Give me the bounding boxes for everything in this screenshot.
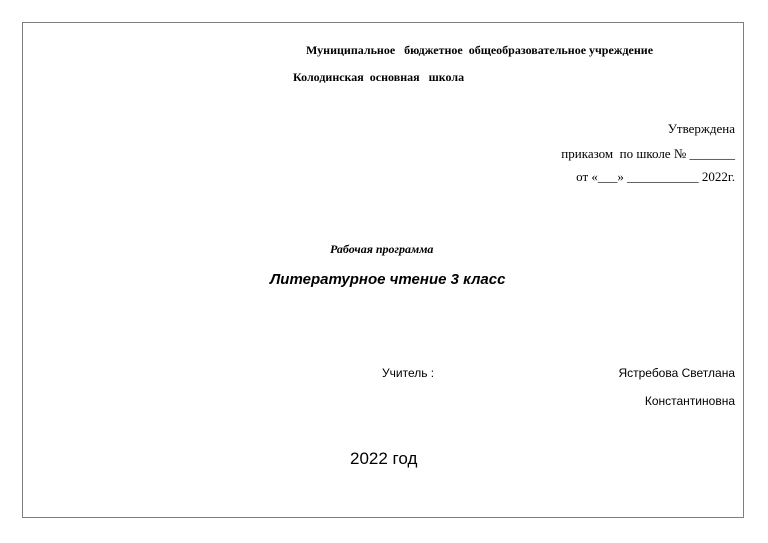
approval-date: от «___» ___________ 2022г. [576, 169, 735, 184]
program-label: Рабочая программа [330, 242, 434, 256]
page-frame [22, 22, 744, 518]
institution-name-line1: Муниципальное бюджетное общеобразовательное учреждение [306, 43, 654, 57]
teacher-label: Учитель : [382, 366, 435, 380]
approval-order: приказом по школе № _______ [561, 146, 735, 161]
program-subject: Литературное чтение 3 класс [270, 271, 506, 288]
institution-name-line2: Колодинская основная школа [293, 70, 465, 84]
document-year: 2022 год [350, 449, 418, 468]
teacher-name-line1: Ястребова Светлана [618, 366, 735, 380]
approved-label: Утверждена [667, 121, 735, 136]
teacher-name-line2: Константиновна [644, 394, 735, 408]
